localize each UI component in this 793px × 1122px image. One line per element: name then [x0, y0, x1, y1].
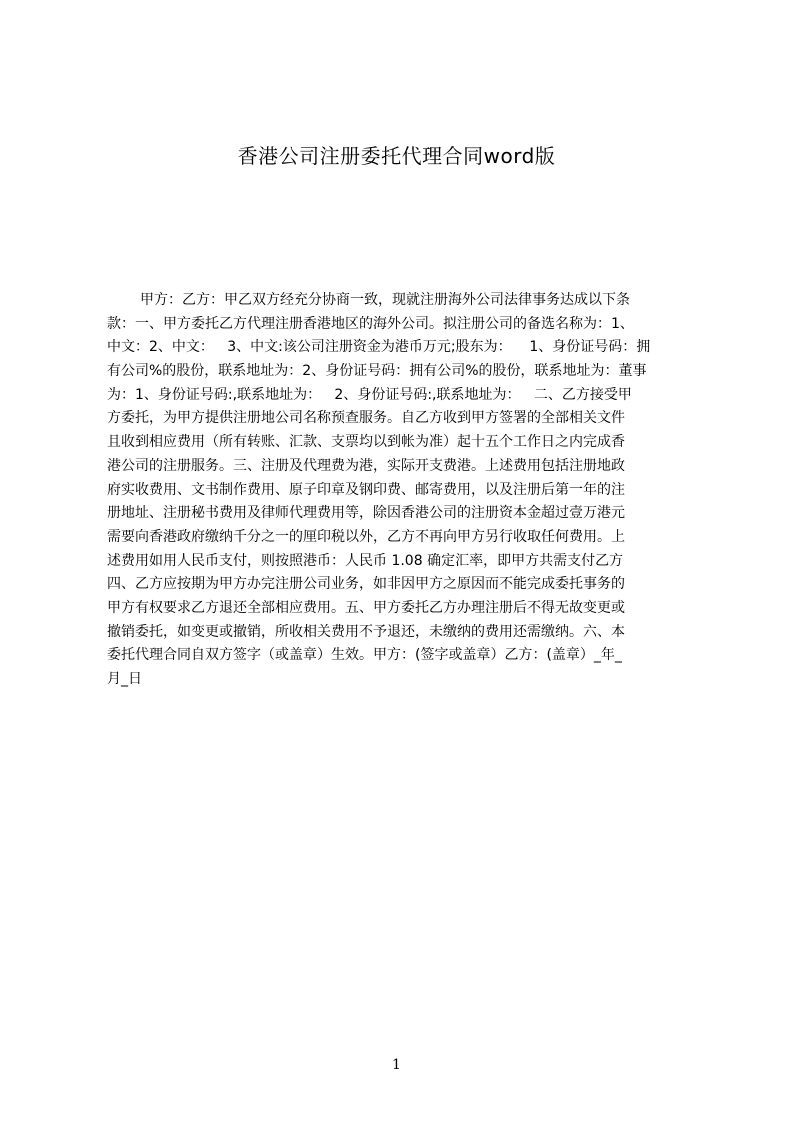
body-line: 港公司的注册服务。三、注册及代理费为港，实际开支费港。上述费用包括注册地政 [107, 457, 625, 474]
body-line: 册地址、注册秘书费用及律师代理费用等，除因香港公司的注册资本金超过壹万港元 [107, 505, 625, 522]
body-line: 有公司%的股份，联系地址为：2、身份证号码：拥有公司%的股份，联系地址为：董事 [107, 363, 647, 380]
body-line: 中文：2、中文： 3、中文:该公司注册资金为港币万元;股东为： 1、身份证号码：拥 [107, 339, 651, 356]
body-line: 述费用如用人民币支付，则按照港币：人民币 1.08 确定汇率，即甲方共需支付乙方 [107, 552, 624, 569]
body-line: 府实收费用、文书制作费用、原子印章及钢印费、邮寄费用，以及注册后第一年的注 [107, 481, 625, 498]
body-line: 款：一、甲方委托乙方代理注册香港地区的海外公司。拟注册公司的备选名称为：1、 [107, 315, 634, 332]
body-line: 月_日 [107, 671, 142, 687]
body-line: 为：1、身份证号码:,联系地址为： 2、身份证号码:,联系地址为： 二、乙方接受甲 [107, 386, 632, 403]
document-title: 香港公司注册委托代理合同word版 [237, 144, 556, 168]
body-line: 方委托，为甲方提供注册地公司名称预查服务。自乙方收到甲方签署的全部相关文件 [107, 410, 625, 427]
contract-body [107, 289, 700, 692]
body-line: 甲方有权要求乙方退还全部相应费用。五、甲方委托乙方办理注册后不得无故变更或 [107, 599, 625, 616]
body-line: 甲方：乙方：甲乙双方经充分协商一致，现就注册海外公司法律事务达成以下条 [140, 292, 630, 308]
body-line: 撤销委托，如变更或撤销，所收相关费用不予退还，未缴纳的费用还需缴纳。六、本 [107, 623, 625, 640]
body-line: 委托代理合同自双方签字（或盖章）生效。甲方：(签字或盖章）乙方：(盖章）_年_ [107, 647, 622, 664]
body-line: 需要向香港政府缴纳千分之一的厘印税以外，乙方不再向甲方另行收取任何费用。上 [107, 528, 625, 545]
page-number: 1 [392, 1057, 401, 1073]
body-line: 且收到相应费用（所有转账、汇款、支票均以到帐为准）起十五个工作日之内完成香 [107, 434, 625, 451]
body-line: 四、乙方应按期为甲方办完注册公司业务，如非因甲方之原因而不能完成委托事务的 [107, 576, 625, 593]
